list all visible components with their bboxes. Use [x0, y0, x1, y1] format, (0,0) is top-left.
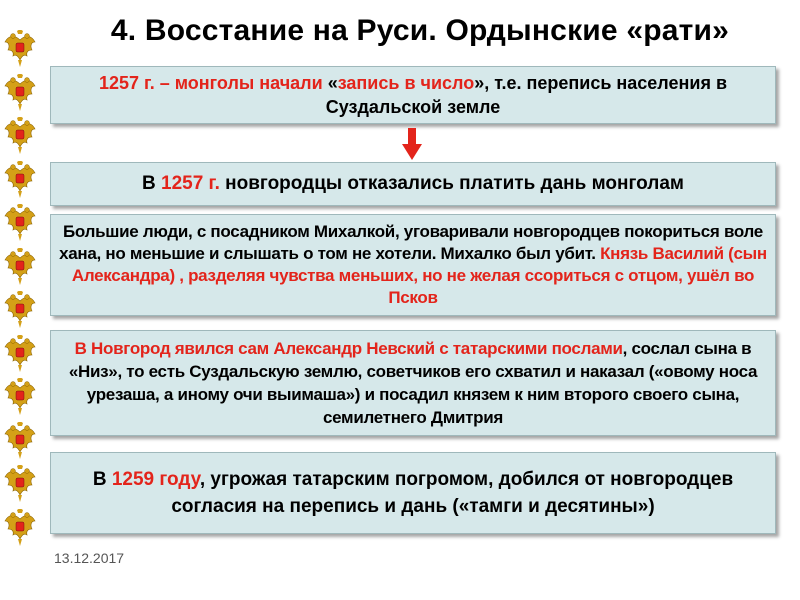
refusal-year: 1257 г. [161, 173, 220, 194]
refusal-text: новгородцы отказались платить дань монголам [219, 173, 684, 194]
census-quote: « [322, 73, 338, 93]
slide-date: 13.12.2017 [54, 550, 125, 566]
agreement-text: , угрожая татарским погромом, добился от новгородцев согласия на перепись и дань («тамги и десятины») [171, 469, 734, 517]
census-text: », т.е. перепись населения в Суздальской земле [325, 73, 728, 117]
double-headed-eagle-icon [4, 161, 36, 199]
double-headed-eagle-icon [4, 117, 36, 155]
refusal-pre: В [142, 173, 162, 194]
emblem-column [0, 30, 40, 560]
nevsky-box [50, 330, 776, 436]
census-term: запись в число [337, 73, 475, 93]
nevsky-arrival: В Новгород явился сам Александр Невский с татарскими послами [74, 339, 623, 358]
nevsky-text: , сослал сына в «Низ», то есть Суздальскую землю, советчиков его схватил и наказал («овому носа урезаша, а иному очи выимаша») и посадил князем к ним второго своего сына, семилетнего Дмитрия [68, 339, 758, 427]
page-title: 4. Восстание на Руси. Ордынские «рати» [110, 14, 730, 47]
double-headed-eagle-icon [4, 30, 36, 68]
refusal-box [50, 162, 776, 206]
double-headed-eagle-icon [4, 422, 36, 460]
double-headed-eagle-icon [4, 509, 36, 547]
double-headed-eagle-icon [4, 74, 36, 112]
boyars-box [50, 214, 776, 316]
census-agreement-box [50, 452, 776, 534]
double-headed-eagle-icon [4, 204, 36, 242]
double-headed-eagle-icon [4, 335, 36, 373]
double-headed-eagle-icon [4, 378, 36, 416]
arrow-down-icon [402, 128, 422, 160]
census-phrase: монголы начали [174, 73, 323, 93]
double-headed-eagle-icon [4, 291, 36, 329]
census-dash: – [154, 73, 175, 93]
census-year: 1257 г. [98, 73, 155, 93]
vasily-text: Князь Василий (сын Александра) , разделяя чувства меньших, но не желая ссориться с отцом, ушёл во Псков [71, 244, 767, 307]
agreement-year: 1259 году [111, 469, 200, 490]
agreement-pre: В [92, 469, 112, 490]
boyars-text: Большие люди, с посадником Михалкой, уговаривали новгородцев покориться воле хана, но меньшие и слышать о том не хотели. Михалко был убит. [59, 222, 763, 263]
census-box [50, 66, 776, 124]
double-headed-eagle-icon [4, 248, 36, 286]
double-headed-eagle-icon [4, 465, 36, 503]
